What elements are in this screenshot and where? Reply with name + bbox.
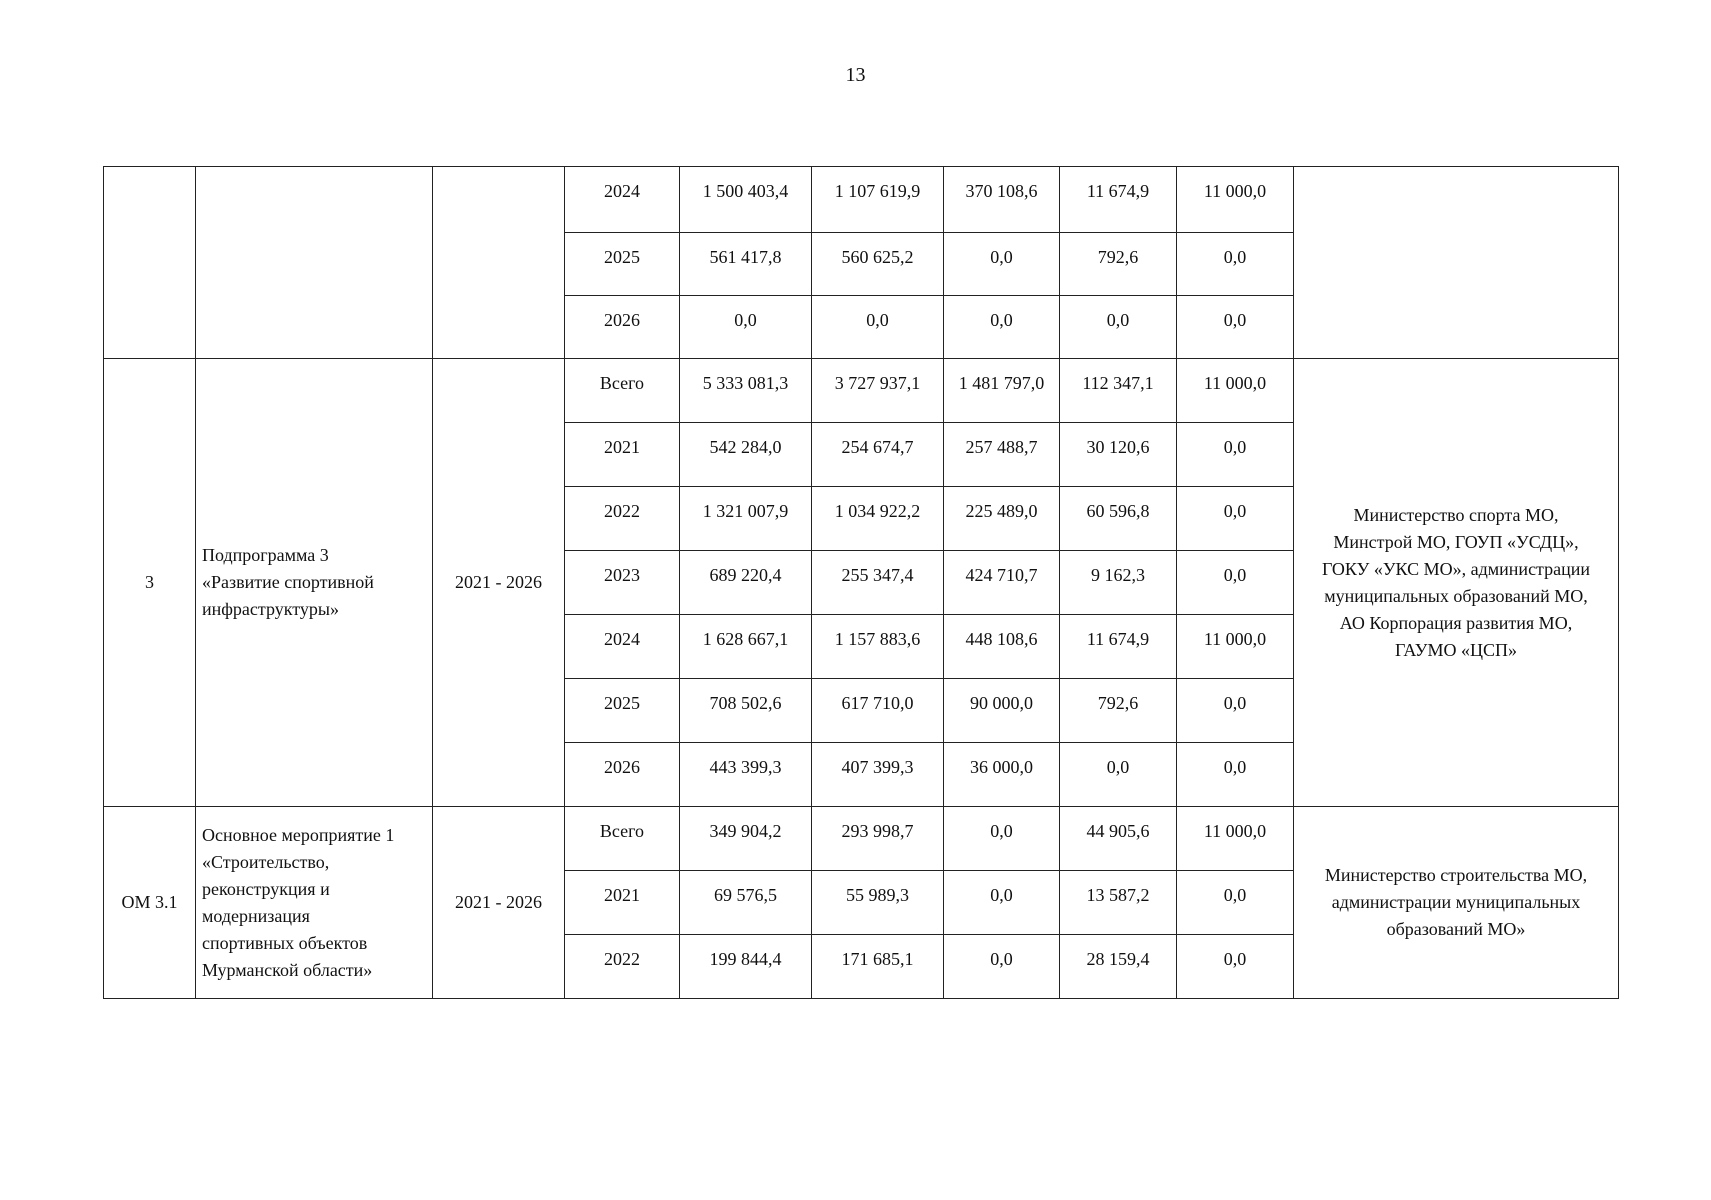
table-row xyxy=(104,167,1619,233)
cell-total: 349 904,2 xyxy=(680,807,812,871)
text-line: спортивных объектов xyxy=(202,932,368,953)
cell-total: 708 502,6 xyxy=(680,679,812,743)
text-line: администрации муниципальных xyxy=(1331,892,1581,912)
text-line: АО Корпорация развития МО, xyxy=(1339,612,1573,633)
cell-c2: 0,0 xyxy=(944,871,1060,935)
cell-c2: 370 108,6 xyxy=(944,167,1060,233)
cell-year: 2021 xyxy=(565,423,680,487)
cell-c2: 257 488,7 xyxy=(944,423,1060,487)
cell-c4: 0,0 xyxy=(1177,871,1294,935)
cell-c2: 0,0 xyxy=(944,807,1060,871)
cell-c3: 11 674,9 xyxy=(1060,167,1177,233)
row-number: 3 xyxy=(104,359,196,807)
text-line: «Развитие спортивной xyxy=(202,572,374,592)
program-name xyxy=(196,807,433,999)
executor xyxy=(1294,807,1619,999)
cell-total: 561 417,8 xyxy=(680,233,812,296)
executor xyxy=(1294,359,1619,807)
cell-c3: 112 347,1 xyxy=(1060,359,1177,423)
row-number: ОМ 3.1 xyxy=(104,807,196,999)
table-row xyxy=(104,807,1619,871)
table-body xyxy=(104,167,1619,999)
cell-c4: 0,0 xyxy=(1177,296,1294,359)
cell-c1: 617 710,0 xyxy=(812,679,944,743)
text-line: Минстрой МО, ГОУП «УСДЦ», xyxy=(1333,531,1579,552)
text-line: Основное мероприятие 1 xyxy=(202,824,395,845)
cell-c2: 424 710,7 xyxy=(944,551,1060,615)
cell-c3: 792,6 xyxy=(1060,679,1177,743)
period: 2021 - 2026 xyxy=(433,359,565,807)
text-line: Мурманской области» xyxy=(202,959,373,980)
cell-c1: 1 157 883,6 xyxy=(812,615,944,679)
cell-c1: 55 989,3 xyxy=(812,871,944,935)
text-line: ГОКУ «УКС МО», администрации xyxy=(1321,558,1591,579)
cell-year: 2022 xyxy=(565,487,680,551)
cell-year: 2025 xyxy=(565,679,680,743)
cell-c3: 792,6 xyxy=(1060,233,1177,296)
cell-c1: 3 727 937,1 xyxy=(812,359,944,423)
cell-total: 199 844,4 xyxy=(680,935,812,999)
cell-year: 2021 xyxy=(565,871,680,935)
cell-c2: 0,0 xyxy=(944,296,1060,359)
cell-c2: 448 108,6 xyxy=(944,615,1060,679)
cell-c1: 254 674,7 xyxy=(812,423,944,487)
cell-c2: 36 000,0 xyxy=(944,743,1060,807)
cell-total: 689 220,4 xyxy=(680,551,812,615)
cell-total: 0,0 xyxy=(680,296,812,359)
cell-c4: 0,0 xyxy=(1177,423,1294,487)
page-number: 13 xyxy=(845,64,866,86)
cell-c1: 0,0 xyxy=(812,296,944,359)
cell-total: 69 576,5 xyxy=(680,871,812,935)
text-line: Министерство спорта МО, xyxy=(1353,504,1559,525)
cell-c1: 407 399,3 xyxy=(812,743,944,807)
cell-year: 2023 xyxy=(565,551,680,615)
cell-c1: 171 685,1 xyxy=(812,935,944,999)
cell-c4: 0,0 xyxy=(1177,487,1294,551)
cell-year: 2024 xyxy=(565,167,680,233)
cell-c2: 225 489,0 xyxy=(944,487,1060,551)
text-line: модернизация xyxy=(202,905,310,926)
cell-year: 2024 xyxy=(565,615,680,679)
text-line: образований МО» xyxy=(1386,919,1526,939)
cell-year: 2022 xyxy=(565,935,680,999)
cell-c3: 30 120,6 xyxy=(1060,423,1177,487)
cell-total: 5 333 081,3 xyxy=(680,359,812,423)
text-line: инфраструктуры» xyxy=(202,599,339,619)
name-cell xyxy=(196,167,433,359)
cell-year: 2026 xyxy=(565,743,680,807)
cell-c2: 1 481 797,0 xyxy=(944,359,1060,423)
cell-total: 542 284,0 xyxy=(680,423,812,487)
cell-c3: 0,0 xyxy=(1060,743,1177,807)
period: 2021 - 2026 xyxy=(433,807,565,999)
text-line: муниципальных образований МО, xyxy=(1324,585,1588,606)
cell-year: 2025 xyxy=(565,233,680,296)
cell-c1: 255 347,4 xyxy=(812,551,944,615)
period-cell xyxy=(433,167,565,359)
cell-c4: 11 000,0 xyxy=(1177,167,1294,233)
num-cell xyxy=(104,167,196,359)
cell-c4: 0,0 xyxy=(1177,551,1294,615)
cell-c1: 1 034 922,2 xyxy=(812,487,944,551)
cell-c2: 0,0 xyxy=(944,233,1060,296)
text-line: реконструкция и xyxy=(202,878,330,899)
cell-c4: 0,0 xyxy=(1177,935,1294,999)
cell-c3: 9 162,3 xyxy=(1060,551,1177,615)
cell-total: 1 500 403,4 xyxy=(680,167,812,233)
budget-table xyxy=(103,166,1619,999)
cell-c2: 0,0 xyxy=(944,935,1060,999)
executor-cell xyxy=(1294,167,1619,359)
cell-c1: 560 625,2 xyxy=(812,233,944,296)
cell-c2: 90 000,0 xyxy=(944,679,1060,743)
cell-total: 443 399,3 xyxy=(680,743,812,807)
cell-c3: 60 596,8 xyxy=(1060,487,1177,551)
cell-c4: 11 000,0 xyxy=(1177,807,1294,871)
cell-c4: 11 000,0 xyxy=(1177,359,1294,423)
cell-year: Всего xyxy=(565,807,680,871)
text-line: «Строительство, xyxy=(202,851,330,872)
cell-c4: 0,0 xyxy=(1177,743,1294,807)
text-line: Министерство строительства МО, xyxy=(1324,865,1588,885)
cell-year: 2026 xyxy=(565,296,680,359)
cell-year: Всего xyxy=(565,359,680,423)
text-line: ГАУМО «ЦСП» xyxy=(1394,639,1518,660)
cell-c3: 44 905,6 xyxy=(1060,807,1177,871)
cell-c4: 0,0 xyxy=(1177,233,1294,296)
cell-c3: 11 674,9 xyxy=(1060,615,1177,679)
cell-total: 1 321 007,9 xyxy=(680,487,812,551)
table-row xyxy=(104,359,1619,423)
cell-c3: 0,0 xyxy=(1060,296,1177,359)
cell-c4: 0,0 xyxy=(1177,679,1294,743)
cell-c3: 28 159,4 xyxy=(1060,935,1177,999)
cell-c1: 293 998,7 xyxy=(812,807,944,871)
cell-total: 1 628 667,1 xyxy=(680,615,812,679)
program-name xyxy=(196,359,433,807)
cell-c1: 1 107 619,9 xyxy=(812,167,944,233)
cell-c3: 13 587,2 xyxy=(1060,871,1177,935)
cell-c4: 11 000,0 xyxy=(1177,615,1294,679)
text-line: Подпрограмма 3 xyxy=(202,545,329,565)
